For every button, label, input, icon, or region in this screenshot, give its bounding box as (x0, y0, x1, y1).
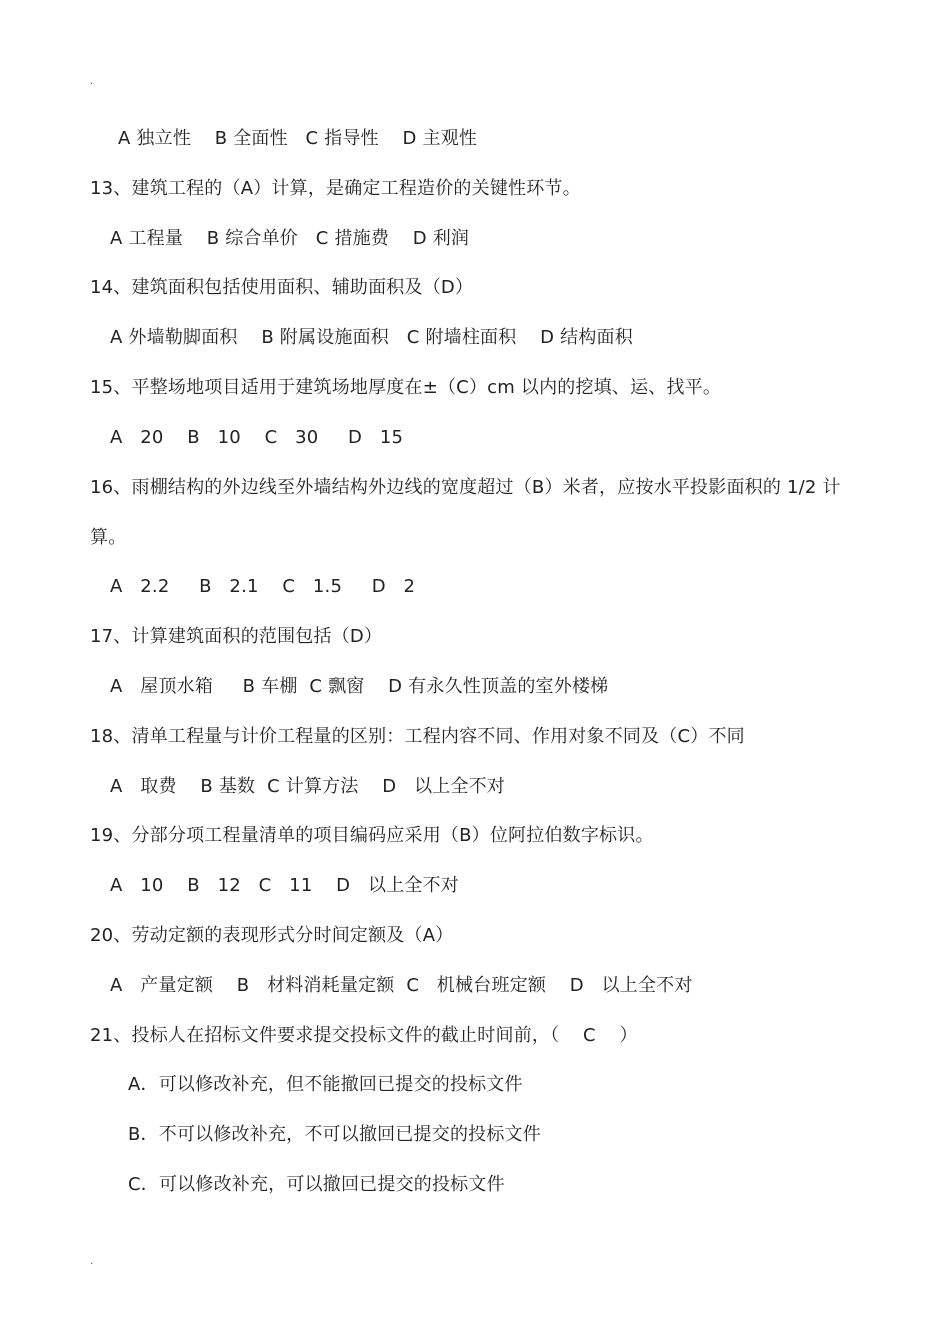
question-13: 13、建筑工程的（A）计算，是确定工程造价的关键性环节。 (90, 178, 581, 199)
q15-options: A 20 B 10 C 30 D 15 (110, 427, 404, 448)
question-20: 20、劳动定额的表现形式分时间定额及（A） (90, 925, 454, 946)
q12-options: A 独立性 B 全面性 C 指导性 D 主观性 (118, 128, 478, 149)
q20-options: A 产量定额 B 材料消耗量定额 C 机械台班定额 D 以上全不对 (110, 975, 693, 996)
question-16: 16、雨棚结构的外边线至外墙结构外边线的宽度超过（B）米者，应按水平投影面积的 1/2 计 (90, 477, 841, 498)
q13-options: A 工程量 B 综合单价 C 措施费 D 利润 (110, 228, 470, 249)
question-18: 18、清单工程量与计价工程量的区别：工程内容不同、作用对象不同及（C）不同 (90, 726, 745, 747)
footer-mark: . (90, 1256, 94, 1267)
q21-option-c: C．可以修改补充，可以撤回已提交的投标文件 (128, 1174, 505, 1195)
q21-option-a: A．可以修改补充，但不能撤回已提交的投标文件 (128, 1074, 523, 1095)
question-16-continued: 算。 (90, 527, 127, 548)
q16-options: A 2.2 B 2.1 C 1.5 D 2 (110, 576, 416, 597)
q21-option-b: B．不可以修改补充，不可以撤回已提交的投标文件 (128, 1124, 541, 1145)
q14-options: A 外墙勒脚面积 B 附属设施面积 C 附墙柱面积 D 结构面积 (110, 327, 633, 348)
question-15: 15、平整场地项目适用于建筑场地厚度在±（C）cm 以内的挖填、运、找平。 (90, 377, 722, 398)
q17-options: A 屋顶水箱 B 车棚 C 飘窗 D 有永久性顶盖的室外楼梯 (110, 676, 609, 697)
header-mark: . (90, 76, 94, 87)
question-21: 21、投标人在招标文件要求提交投标文件的截止时间前，（ C ） (90, 1025, 638, 1046)
q18-options: A 取费 B 基数 C 计算方法 D 以上全不对 (110, 776, 506, 797)
q19-options: A 10 B 12 C 11 D 以上全不对 (110, 875, 460, 896)
question-14: 14、建筑面积包括使用面积、辅助面积及（D） (90, 277, 474, 298)
question-19: 19、分部分项工程量清单的项目编码应采用（B）位阿拉伯数字标识。 (90, 825, 654, 846)
question-17: 17、计算建筑面积的范围包括（D） (90, 626, 383, 647)
